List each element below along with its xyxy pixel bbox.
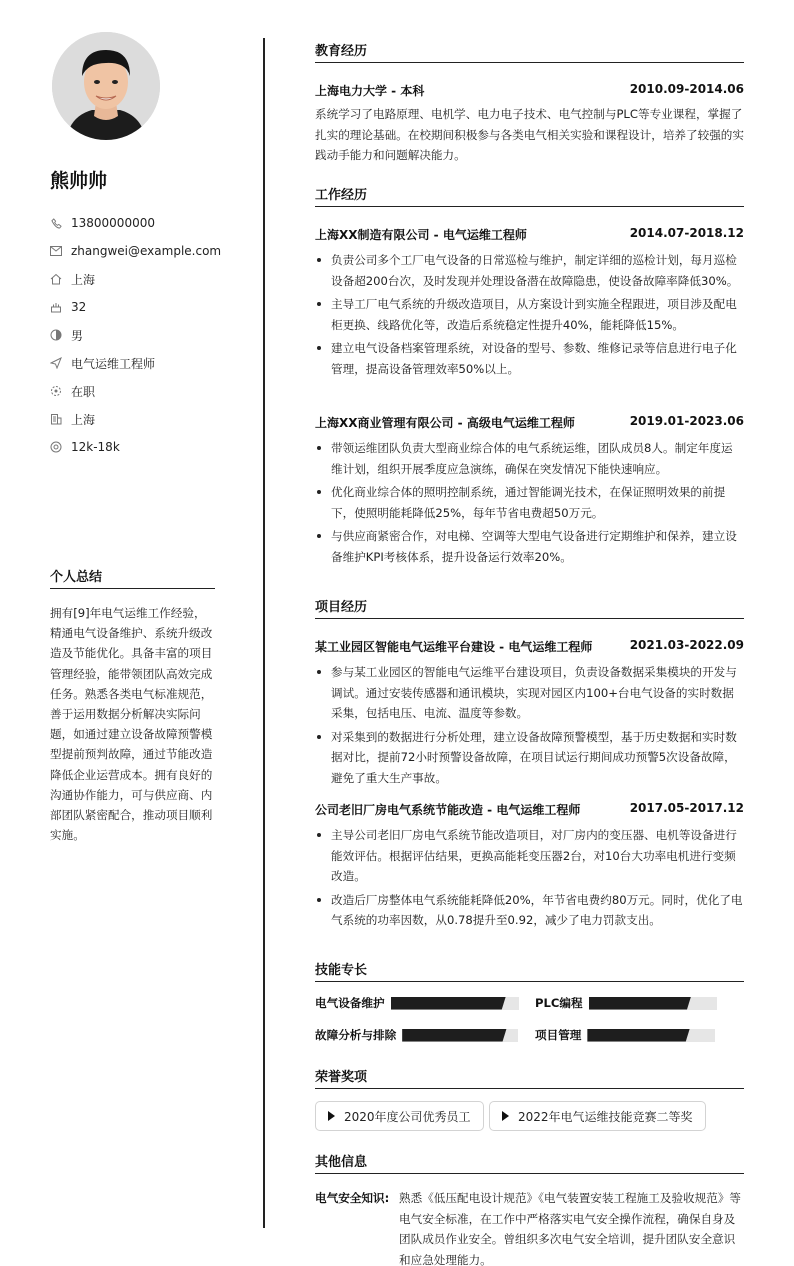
project-period: 2017.05-2017.12 [629, 801, 744, 815]
skill-bar [587, 1029, 715, 1042]
skill-bar [391, 997, 519, 1010]
skill-label: 电气设备维护 [315, 996, 385, 1010]
info-status [50, 377, 215, 405]
projects-heading: 项目经历 [315, 596, 744, 619]
project-bullet: 对采集到的数据进行分析处理，建立设备故障预警模型，基于历史数据和实时数据对比，提前72小时预警设备故障，在项目试运行期间成功预警5次设备故障，避免了重大生产事故。 [315, 727, 744, 789]
job-title: 上海XX制造有限公司 - 电气运维工程师 [315, 228, 527, 242]
project-bullets [315, 825, 744, 931]
contact-info-list [50, 209, 222, 461]
column-divider [263, 38, 265, 1228]
summary-text: 拥有[9]年电气运维工作经验，精通电气设备维护、系统升级改造及节能优化。具备丰富的项目管理经验，能带领团队高效完成任务。熟悉各类电气标准规范，善于运用数据分析解决实际问题，如通过建立设备故障预警模型提前预判故障，通过节能改造降低企业运营成本。拥有良好的沟通协作能力，可与供应商、内部团队紧密配合，推动项目顺利实施。 [50, 606, 213, 843]
project-title: 某工业园区智能电气运维平台建设 - 电气运维工程师 [315, 640, 593, 654]
school-name: 上海电力大学 - 本科 [315, 84, 425, 98]
job-period: 2019.01-2023.06 [629, 414, 744, 428]
project-entry-2 [315, 801, 744, 934]
summary-heading: 个人总结 [50, 566, 215, 589]
gender-icon [50, 329, 62, 341]
other-label: 电气安全知识: [315, 1191, 390, 1205]
job-bullet: 负责公司多个工厂电气设备的日常巡检与维护，制定详细的巡检计划，每月巡检设备超200台次，及时发现并处理设备潜在故障隐患，使设备故障率降低30%。 [315, 250, 744, 291]
summary-section [50, 566, 215, 845]
project-bullet: 主导公司老旧厂房电气系统节能改造项目，对厂房内的变压器、电机等设备进行能效评估。根据评估结果，更换高能耗变压器2台，对10台大功率电机进行变频改造。 [315, 825, 744, 887]
avatar [52, 32, 160, 140]
status-text: 在职 [71, 384, 96, 399]
job-bullet: 与供应商紧密合作，对电梯、空调等大型电气设备进行定期维护和保养，建立设备维护KPI考核体系，提升设备运行效率20%。 [315, 526, 744, 567]
skill-fill [589, 997, 691, 1010]
education-description: 系统学习了电路原理、电机学、电力电子技术、电气控制与PLC等专业课程，掌握了扎实的理论基础。在校期间积极参与各类电气相关实验和课程设计，培养了较强的实践动手能力和问题解决能力。 [315, 107, 744, 162]
job-bullet: 优化商业综合体的照明控制系统，通过智能调光技术，在保证照明效果的前提下，使照明能耗降低25%，每年节省电费超50万元。 [315, 482, 744, 523]
home-icon [50, 273, 62, 285]
award-label: 2020年度公司优秀员工 [344, 1109, 471, 1124]
job-period: 2014.07-2018.12 [629, 226, 744, 240]
status-icon [50, 385, 62, 397]
skill-bar [589, 997, 717, 1010]
phone-icon [50, 217, 62, 229]
cake-icon [50, 301, 62, 313]
skill-fill [587, 1029, 689, 1042]
awards-section [315, 1066, 744, 1124]
job-entry-head [315, 414, 744, 431]
project-entry-head [315, 638, 744, 655]
education-heading: 教育经历 [315, 40, 744, 63]
skill-item [315, 995, 519, 1011]
person-name: 熊帅帅 [50, 170, 108, 192]
project-bullet: 参与某工业园区的智能电气运维平台建设项目，负责设备数据采集模块的开发与调试。通过安装传感器和通讯模块，实现对园区内100+台电气设备的实时数据采集，包括电压、电流、温度等参数。 [315, 662, 744, 724]
job-bullets [315, 438, 744, 567]
awards-heading: 荣誉奖项 [315, 1066, 744, 1089]
other-text: 熟悉《低压配电设计规范》《电气装置安装工程施工及验收规范》等电气安全标准，在工作中严格落实电气安全操作流程，确保自身及团队成员作业安全。曾组织多次电气安全培训，提升团队安全意识和应急处理能力。 [399, 1191, 742, 1266]
location-text: 上海 [71, 272, 96, 287]
money-icon [50, 441, 62, 453]
other-heading: 其他信息 [315, 1151, 744, 1174]
job-bullet: 建立电气设备档案管理系统，对设备的型号、参数、维修记录等信息进行电子化管理，提高设备管理效率50%以上。 [315, 338, 744, 379]
education-entry-head [315, 82, 744, 99]
education-section [315, 40, 744, 166]
send-icon [50, 357, 62, 369]
play-triangle-icon [328, 1111, 335, 1121]
skill-label: 故障分析与排除 [315, 1028, 397, 1042]
projects-section [315, 596, 744, 791]
skills-heading: 技能专长 [315, 959, 744, 982]
job-bullet: 主导工厂电气系统的升级改造项目，从方案设计到实施全程跟进，项目涉及配电柜更换、线路优化等，改造后系统稳定性提升40%，能耗降低15%。 [315, 294, 744, 335]
info-age [50, 293, 215, 321]
skill-item [535, 1027, 715, 1043]
info-salary [50, 433, 215, 461]
job-bullets [315, 250, 744, 379]
job-entry-2 [315, 414, 744, 570]
mail-icon [50, 245, 62, 257]
info-city [50, 405, 215, 433]
email-text: zhangwei@example.com [71, 244, 222, 258]
info-phone [50, 209, 215, 237]
job-title: 上海XX商业管理有限公司 - 高级电气运维工程师 [315, 416, 575, 430]
project-bullet: 改造后厂房整体电气系统能耗降低20%，年节省电费约80万元。同时，优化了电气系统的功率因数，从0.78提升至0.92，减少了电力罚款支出。 [315, 890, 744, 931]
other-entry [315, 1188, 744, 1266]
work-heading: 工作经历 [315, 184, 744, 207]
info-position [50, 349, 215, 377]
skill-item [315, 1027, 518, 1043]
city-text: 上海 [71, 412, 96, 427]
job-entry-head [315, 226, 744, 243]
gender-text: 男 [71, 328, 84, 343]
age-text: 32 [71, 300, 87, 314]
skill-fill [402, 1029, 506, 1042]
skill-label: PLC编程 [535, 996, 583, 1010]
info-email [50, 237, 222, 265]
skill-label: 项目管理 [535, 1028, 582, 1042]
job-bullet: 带领运维团队负责大型商业综合体的电气系统运维，团队成员8人。制定年度运维计划，组织开展季度应急演练，确保在突发情况下能快速响应。 [315, 438, 744, 479]
info-location [50, 265, 215, 293]
profile-sidebar [50, 32, 222, 461]
salary-text: 12k-18k [71, 440, 120, 454]
info-gender [50, 321, 215, 349]
phone-text: 13800000000 [71, 216, 155, 230]
play-triangle-icon [502, 1111, 509, 1121]
project-period: 2021.03-2022.09 [629, 638, 744, 652]
building-icon [50, 413, 62, 425]
skill-bar [402, 1029, 518, 1042]
work-section [315, 184, 744, 382]
skills-section [315, 959, 744, 1042]
project-entry-head [315, 801, 744, 818]
education-period: 2010.09-2014.06 [629, 82, 744, 96]
position-text: 电气运维工程师 [71, 356, 156, 371]
project-title: 公司老旧厂房电气系统节能改造 - 电气运维工程师 [315, 803, 581, 817]
skill-fill [391, 997, 506, 1010]
avatar-portrait-image [52, 32, 160, 140]
project-bullets [315, 662, 744, 788]
other-section [315, 1151, 744, 1266]
award-tag [489, 1101, 706, 1131]
award-label: 2022年电气运维技能竞赛二等奖 [518, 1109, 693, 1124]
award-tag [315, 1101, 484, 1131]
skill-item [535, 995, 717, 1011]
